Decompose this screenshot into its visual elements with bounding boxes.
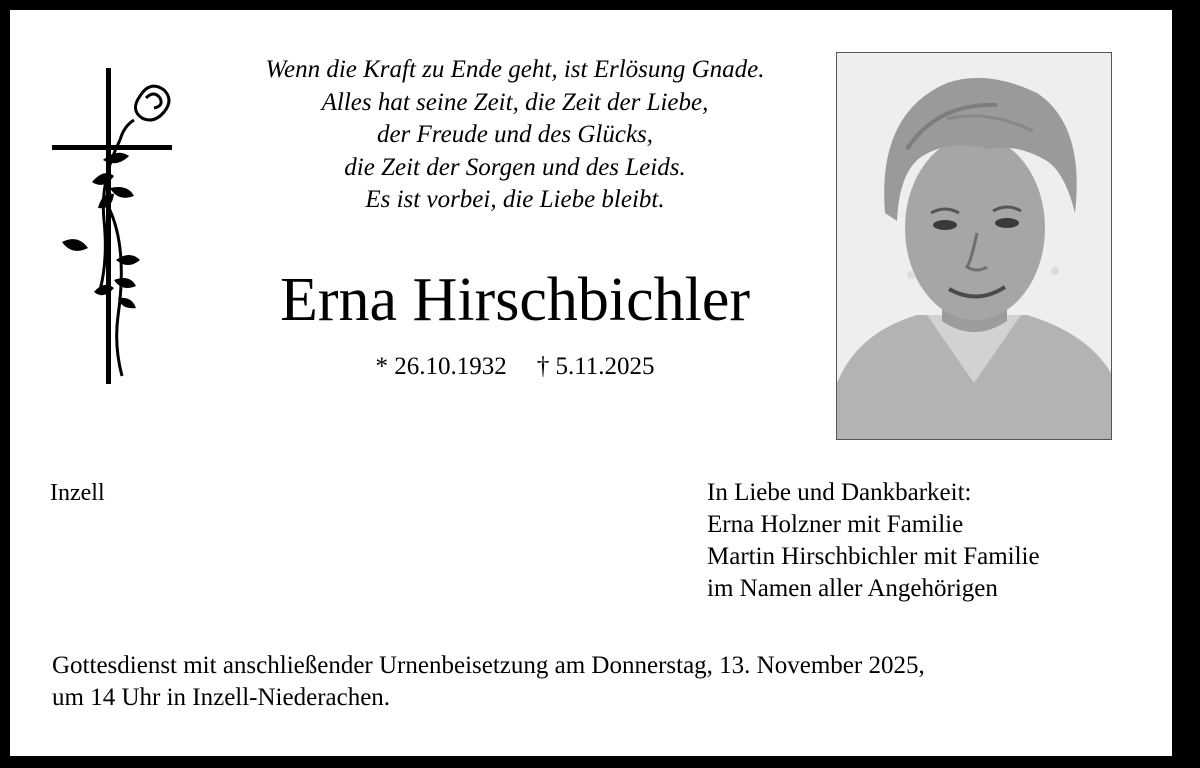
poem-line: Es ist vorbei, die Liebe bleibt.	[365, 186, 665, 213]
birth-date: * 26.10.1932	[375, 353, 507, 380]
poem-line: die Zeit der Sorgen und des Leids.	[344, 153, 686, 181]
memorial-poem	[190, 54, 840, 217]
deceased-name: Erna Hirschbichler	[280, 266, 750, 334]
mourners-block	[707, 477, 1040, 605]
life-dates	[190, 350, 840, 384]
mourners-line: im Namen aller Angehörigen	[707, 575, 998, 602]
poem-line: der Freude und des Glücks,	[376, 121, 654, 148]
poem-line: Wenn die Kraft zu Ende geht, ist Erlösung Gnade.	[265, 56, 765, 83]
residence-place: Inzell	[50, 480, 105, 506]
funeral-service-notice	[52, 650, 925, 714]
death-date: † 5.11.2025	[536, 353, 655, 380]
service-line: um 14 Uhr in Inzell-Niederachen.	[52, 684, 391, 711]
poem-line: Alles hat seine Zeit, die Zeit der Liebe,	[321, 88, 709, 116]
cross-with-rose-icon	[48, 56, 178, 386]
mourners-line: Erna Holzner mit Familie	[707, 511, 964, 538]
portrait-photo	[836, 52, 1112, 440]
mourners-line: Martin Hirschbichler mit Familie	[707, 543, 1040, 570]
mourners-line: In Liebe und Dankbarkeit:	[707, 479, 972, 506]
service-line: Gottesdienst mit anschließender Urnenbeisetzung am Donnerstag, 13. November 2025,	[52, 652, 925, 679]
obituary-card	[10, 10, 1172, 756]
